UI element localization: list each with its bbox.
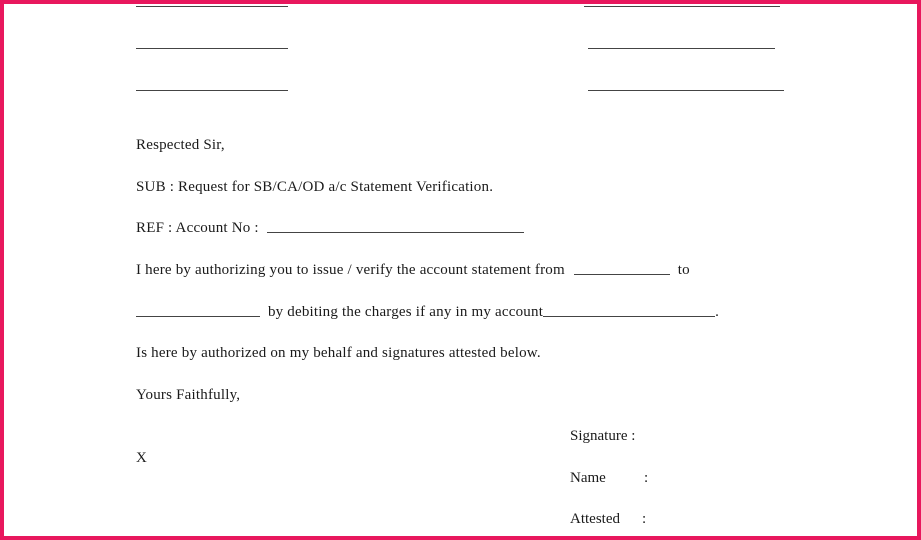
account-blank	[543, 316, 715, 317]
body-line-2-end: .	[715, 304, 720, 320]
from-date-blank	[574, 274, 670, 275]
subject-text: SUB : Request for SB/CA/OD a/c Statement Verification.	[136, 179, 494, 195]
reference-label: REF : Account No :	[136, 220, 259, 236]
body-line-3	[136, 345, 541, 362]
reference-line	[136, 220, 524, 237]
attested-label: Attested	[570, 511, 620, 527]
salutation-text: Respected Sir,	[136, 137, 225, 153]
address-line-right-1	[584, 6, 780, 7]
body-line-1	[136, 262, 690, 279]
signature-mark-text: X	[136, 450, 148, 466]
subject-line	[136, 179, 493, 196]
signature-mark	[136, 450, 147, 467]
salutation	[136, 137, 225, 154]
address-line-left-2	[136, 48, 288, 49]
address-line-right-3	[588, 90, 784, 91]
body-line-3-text: Is here by authorized on my behalf and signatures attested below.	[136, 345, 541, 361]
address-line-left-3	[136, 90, 288, 91]
address-line-left-1	[136, 6, 288, 7]
name-label: Name	[570, 470, 606, 486]
account-number-blank	[267, 232, 524, 233]
body-line-2	[136, 304, 719, 321]
to-word: to	[677, 262, 690, 278]
address-line-right-2	[588, 48, 775, 49]
signature-label: Signature :	[570, 428, 636, 444]
to-date-blank	[136, 316, 260, 317]
name-colon: :	[644, 470, 649, 486]
closing	[136, 387, 240, 404]
body-line-2-text: by debiting the charges if any in my account	[267, 304, 544, 320]
body-line-1-text: I here by authorizing you to issue / verify the account statement from	[136, 262, 565, 278]
closing-text: Yours Faithfully,	[136, 387, 241, 403]
attested-colon: :	[642, 511, 647, 527]
